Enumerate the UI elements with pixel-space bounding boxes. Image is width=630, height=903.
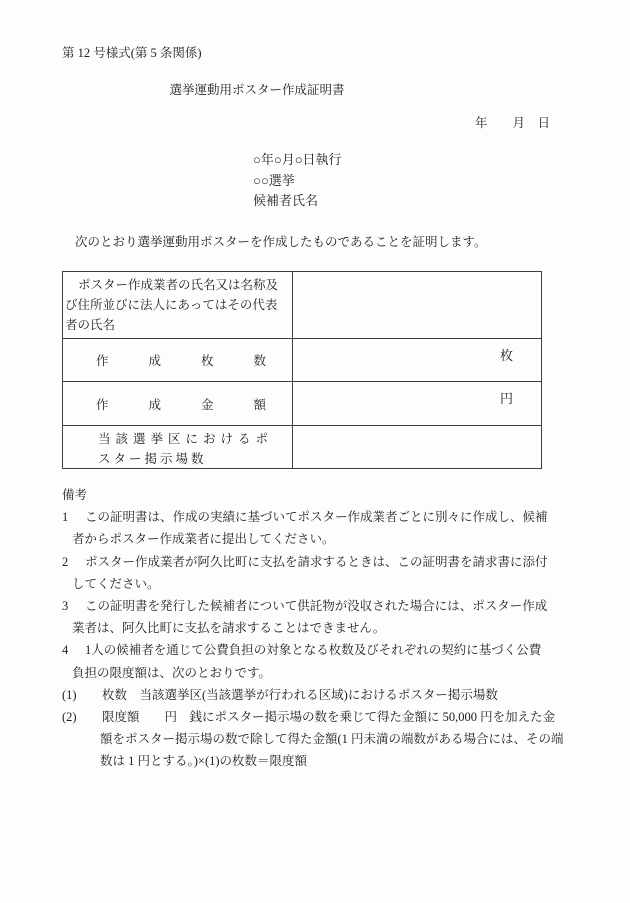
remark-marker: (2)	[62, 709, 77, 724]
remark-marker: 1	[62, 510, 69, 525]
sheet-unit-label: 枚	[499, 348, 513, 363]
page-title: 選挙運動用ポスター作成証明書	[169, 83, 345, 97]
remark-line: 者からポスター作成業者に提出してください。	[72, 532, 335, 547]
remark-item-2	[62, 551, 564, 595]
maker-name-label	[63, 272, 293, 338]
remarks-heading: 備考	[62, 488, 88, 502]
remark-line: 負担の限度額は、次のとおりです。	[72, 665, 272, 680]
sheet-count-field[interactable]	[293, 339, 541, 381]
remark-line: 額をポスター掲示場の数で除して得た金額(1 円未満の端数がある場合には、その端	[100, 732, 564, 747]
maker-name-field[interactable]	[293, 272, 541, 338]
maker-name-label-line: び住所並びに法人にあってはその代表	[65, 298, 278, 312]
form-number: 第 12 号様式(第 5 条関係)	[62, 46, 202, 60]
remark-line	[62, 684, 564, 706]
candidate-name-line: 候補者氏名	[253, 193, 319, 208]
amount-label-cell	[63, 382, 307, 425]
remark-text: 枚数 当該選挙区(当該選挙が行われる区域)におけるポスター掲示場数	[102, 687, 498, 702]
remark-marker: 3	[62, 598, 69, 613]
remark-marker: 4	[62, 643, 69, 658]
remark-marker: 2	[62, 554, 69, 569]
remark-item-6	[62, 706, 564, 773]
remark-text: ポスター作成業者が阿久比町に支払を請求するときは、この証明書を請求書に添付	[85, 554, 548, 569]
site-count-label-line: スター掲示場数	[98, 451, 207, 466]
date-line: 年 月 日	[475, 116, 551, 130]
table-row-site-count	[63, 425, 541, 468]
sheet-count-label-cell	[63, 339, 307, 381]
remark-line: 数は 1 円とする。)×(1)の枚数＝限度額	[100, 754, 308, 769]
table-row-maker-name	[63, 272, 541, 338]
remark-text: この証明書は、作成の実績に基づいてポスター作成業者ごとに別々に作成し、候補	[85, 510, 548, 525]
remark-line	[62, 639, 564, 661]
table-row-amount	[63, 381, 541, 425]
election-name-line: ○○選挙	[253, 172, 295, 188]
amount-field[interactable]	[293, 382, 541, 425]
election-date-line: ○年○月○日執行	[253, 152, 342, 167]
amount-label: 作成金額	[96, 397, 307, 412]
election-header	[253, 150, 342, 212]
remark-line	[62, 506, 564, 528]
remark-line	[62, 551, 564, 573]
remark-line: してください。	[72, 576, 160, 591]
site-count-label	[63, 426, 293, 468]
remark-line: 業者は、阿久比町に支払を請求することはできません。	[72, 621, 386, 636]
yen-unit-label: 円	[499, 391, 513, 406]
remark-line	[62, 595, 564, 617]
poster-table	[62, 271, 542, 469]
table-row-sheet-count	[63, 338, 541, 381]
remark-item-5	[62, 684, 564, 706]
certify-statement: 次のとおり選挙運動用ポスターを作成したものであることを証明します。	[75, 235, 487, 249]
maker-name-label-line: 者の氏名	[65, 318, 116, 332]
sheet-count-label: 作成枚数	[96, 354, 307, 368]
remarks-section	[62, 484, 564, 772]
remark-text: 1人の候補者を通じて公費負担の対象となる枚数及びそれぞれの契約に基づく公費	[85, 643, 542, 658]
remark-marker: (1)	[62, 687, 77, 702]
remark-text: 限度額 円 銭にポスター掲示場の数を乗じて得た金額に 50,000 円を加えた金	[102, 709, 556, 724]
remark-text: この証明書を発行した候補者について供託物が没収された場合には、ポスター作成	[85, 598, 548, 613]
remark-line	[62, 706, 564, 728]
site-count-field[interactable]	[293, 426, 541, 468]
maker-name-label-line: ポスター作成業者の氏名又は名称及	[78, 278, 279, 292]
remark-item-4	[62, 639, 564, 683]
remark-item-1	[62, 506, 564, 550]
site-count-label-line: 当該選挙区におけるポ	[98, 432, 274, 446]
remark-item-3	[62, 595, 564, 639]
